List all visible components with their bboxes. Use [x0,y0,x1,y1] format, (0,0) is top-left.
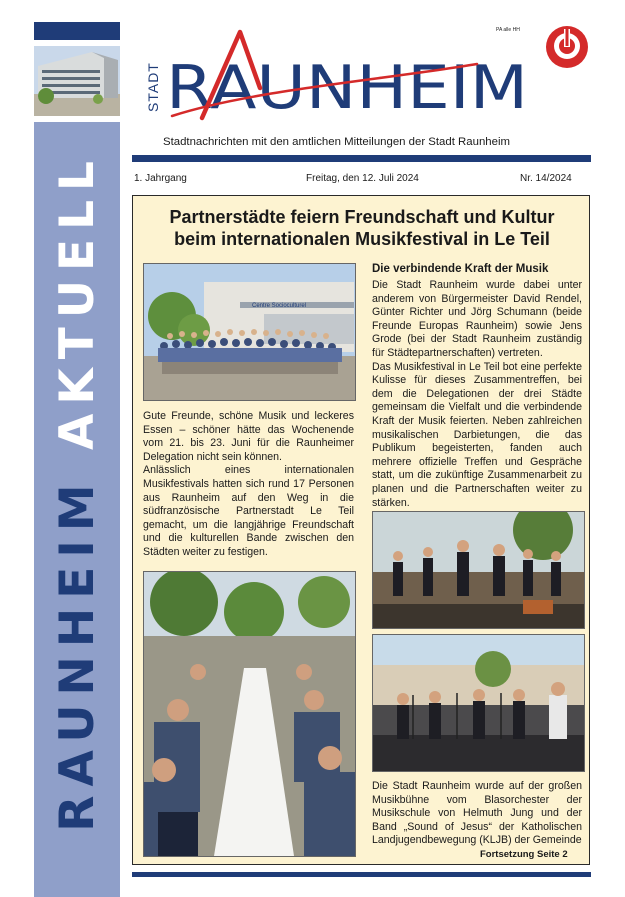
city-logo-icon [544,24,590,74]
issue-date: Freitag, den 12. Juli 2024 [306,173,419,184]
top-rule [132,155,591,162]
bottom-rule [132,872,591,877]
photo-sign-text: Centre Socioculturel [252,303,307,309]
vertical-title-aktuell: AKTUELL [49,152,105,451]
band-stage-photo-2 [372,634,585,772]
top-color-stripe [34,22,120,40]
masthead-subtitle: Stadtnachrichten mit den amtlichen Mitteilungen der Stadt Raunheim [163,136,510,148]
masthead [132,20,532,122]
group-photo [143,263,356,401]
vertical-title [34,122,120,862]
continuation-link[interactable]: Fortsetzung Seite 2 [480,849,568,860]
right-column-text [372,279,582,510]
vertical-title-raunheim: RAUNHEIM [49,475,105,832]
issue-volume: 1. Jahrgang [134,173,187,184]
dinner-table-photo [143,571,356,857]
band-stage-photo-1 [372,511,585,629]
masthead-title: RAUNHEIM [166,53,528,122]
article-headline [140,206,584,250]
masthead-prefix: STADT [145,62,161,112]
distribution-note: PA alle HH [496,27,520,33]
left-paragraph-1: Gute Freunde, schöne Musik und leckeres Essen – schöner hätte das Wochenende vom 21. bis 23. Juni für die Raunheimer Delegation nicht sein können. [143,410,354,463]
left-column-text [143,410,354,560]
bottom-column-text [372,780,582,848]
headline-line-2: beim internationalen Musikfestival in Le Teil [174,229,550,249]
section-heading: Die verbindende Kraft der Musik [372,263,549,275]
right-paragraph-2: Das Musikfestival in Le Teil bot eine perfekte Kulisse für dieses Zusammentreffen, bei dem die Delegationen der drei Städte gemeinsam die Vielfalt und die verbindende Kraft der Musik feierten. Neben zahlreichen musikalischen Darbietungen, die das Publikum begeisterten, fanden auch mehrere offizielle Treffen und Gespräche statt, um die zukünftige Zusammenarbeit zu planen und die Partnerschaften weiter zu stärken. [372,360,582,509]
town-hall-photo [34,46,120,116]
left-paragraph-2: Anlässlich eines internationalen Musikfestivals hatten sich rund 17 Personen aus Raunheim auf den Weg in die südfranzösische Partnerstadt Le Teil gemacht, um die langjährige Freundschaft und die kulturellen Bande zwischen den Städten weiter zu festigen. [143,464,354,558]
bottom-paragraph: Die Stadt Raunheim wurde auf der großen Musikbühne vom Blasorchester der Musikschule von Helmuth Jung und der Band „Sound of Jesus“ der Katholischen Landjugendbewegung (KLJB) der Gemeinde [372,780,582,847]
right-paragraph-1: Die Stadt Raunheim wurde dabei unter anderem von Bürgermeister David Rendel, Günter Richter und Jörg Schumann (beide Freunde Europas Raunheim) sowie Jens Grode (bei der Stadt Raunheim zuständig für Städtepartnerschaften) vertreten. [372,279,582,359]
headline-line-1: Partnerstädte feiern Freundschaft und Kultur [169,207,555,227]
issue-number: Nr. 14/2024 [520,173,572,184]
